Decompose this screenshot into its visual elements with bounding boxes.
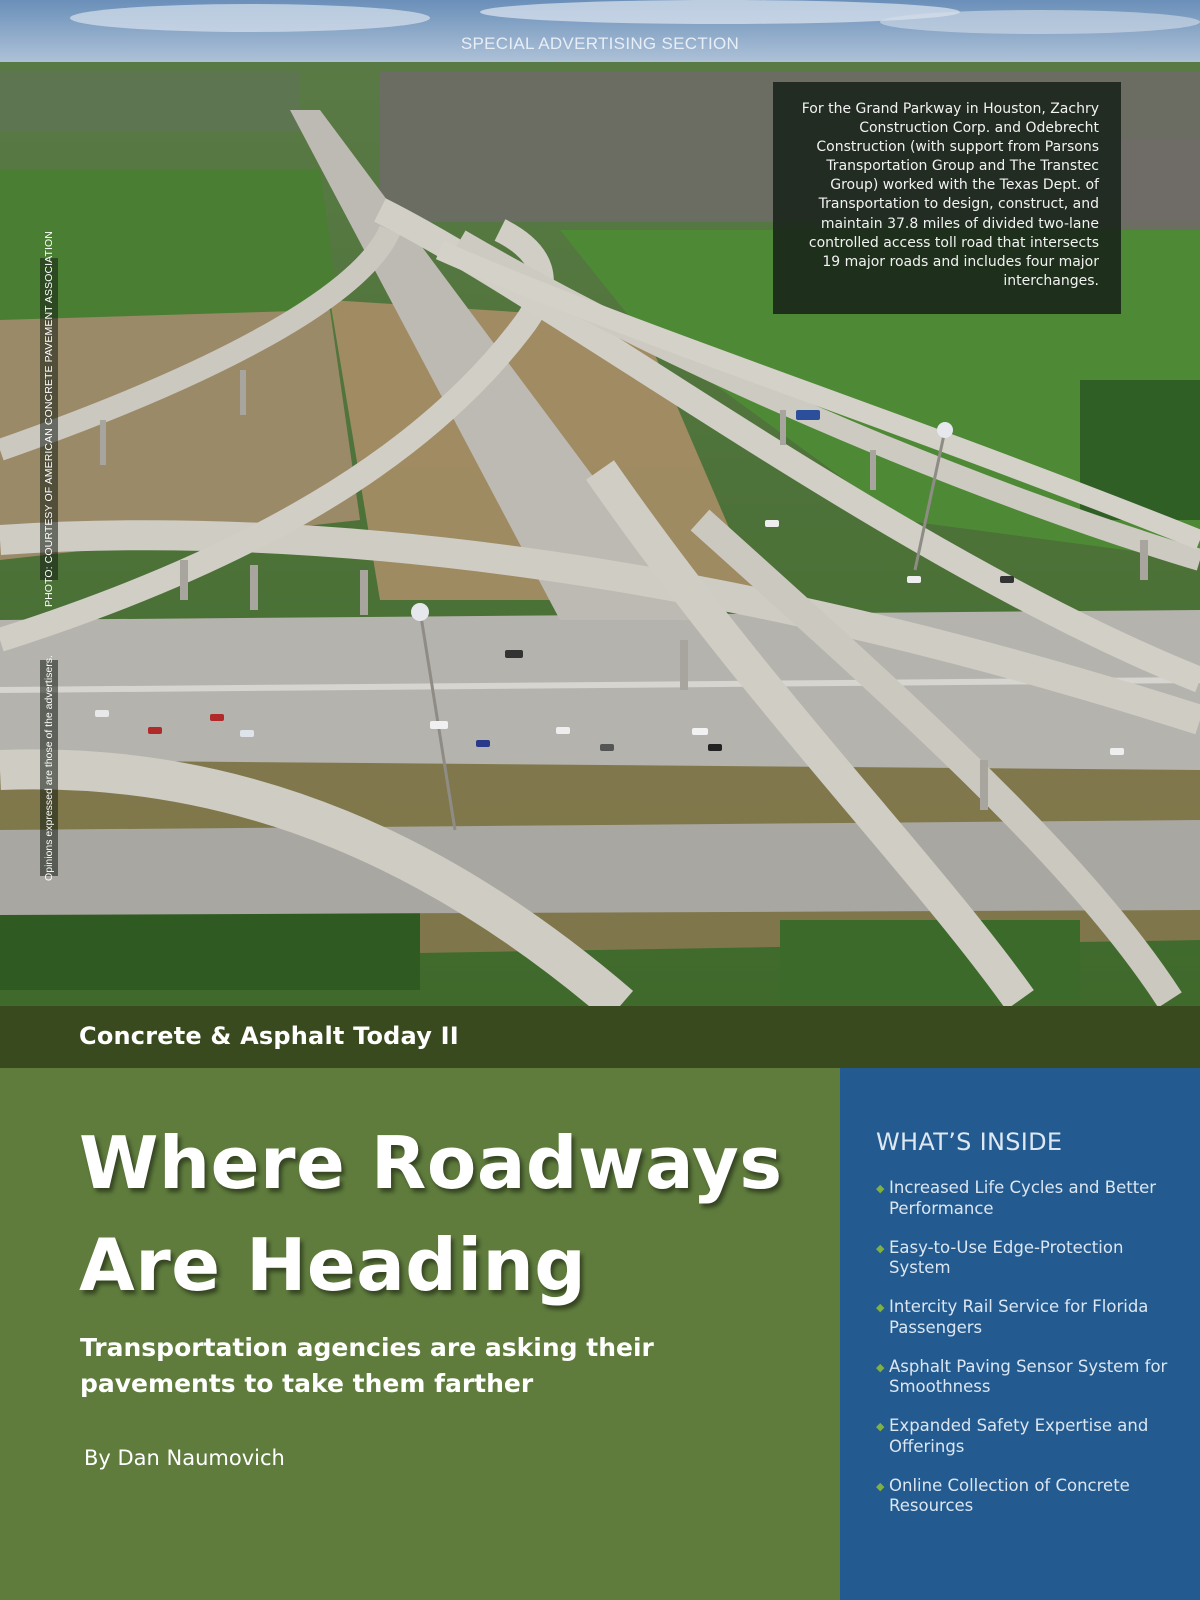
- section-title-strip: [0, 1006, 1200, 1068]
- section-title: Concrete & Asphalt Today II: [79, 1022, 459, 1050]
- special-advertising-banner: SPECIAL ADVERTISING SECTION: [460, 34, 740, 53]
- list-item: [876, 1416, 1176, 1476]
- whats-inside-list: [876, 1178, 1176, 1535]
- deck: Transportation agencies are asking their pavements to take them farther: [80, 1333, 654, 1398]
- list-item-text: Intercity Rail Service for Florida Passengers: [889, 1297, 1149, 1337]
- headline-line-2: Are Heading: [79, 1223, 587, 1307]
- headline-panel: [0, 1068, 840, 1600]
- list-item-text: Online Collection of Concrete Resources: [889, 1475, 1130, 1515]
- list-item-text: Expanded Safety Expertise and Offerings: [889, 1416, 1149, 1456]
- advertiser-disclaimer: [40, 655, 58, 881]
- byline: By Dan Naumovich: [84, 1446, 285, 1470]
- headline-line-1: Where Roadways: [79, 1121, 783, 1205]
- diamond-bullet-icon: ◆: [876, 1182, 885, 1195]
- diamond-bullet-icon: ◆: [876, 1241, 885, 1255]
- whats-inside-panel: [840, 1068, 1200, 1600]
- headline: [79, 1112, 839, 1316]
- diamond-bullet-icon: ◆: [876, 1360, 885, 1374]
- list-item-text: Asphalt Paving Sensor System for Smoothness: [889, 1356, 1168, 1396]
- list-item-text: Increased Life Cycles and Better Performance: [889, 1178, 1157, 1218]
- list-item: [876, 1357, 1176, 1417]
- photo-credit-text: PHOTO: COURTESY OF AMERICAN CONCRETE PAVEMENT ASSOCIATION: [43, 231, 55, 607]
- list-item-text: Easy-to-Use Edge-Protection System: [889, 1237, 1124, 1277]
- advertiser-disclaimer-text: Opinions expressed are those of the advertisers.: [43, 655, 55, 881]
- whats-inside-title: WHAT’S INSIDE: [876, 1128, 1063, 1156]
- list-item: [876, 1476, 1176, 1536]
- diamond-bullet-icon: ◆: [876, 1479, 885, 1493]
- photo-caption: [773, 82, 1121, 314]
- photo-credit: [40, 231, 58, 607]
- list-item: [876, 1178, 1176, 1238]
- diamond-bullet-icon: ◆: [876, 1301, 885, 1314]
- list-item: [876, 1238, 1176, 1298]
- diamond-bullet-icon: ◆: [876, 1420, 885, 1433]
- list-item: [876, 1297, 1176, 1357]
- photo-caption-text: For the Grand Parkway in Houston, Zachry Construction Corp. and Odebrecht Construction (with support from Parsons Transportation Group and The Transtec Group) worked with the Texas Dept. of Transportation to design, construct, and maintain 37.8 miles of divided two-lane controlled access toll road that intersects 19 major roads and includes four major interchanges.: [801, 101, 1099, 289]
